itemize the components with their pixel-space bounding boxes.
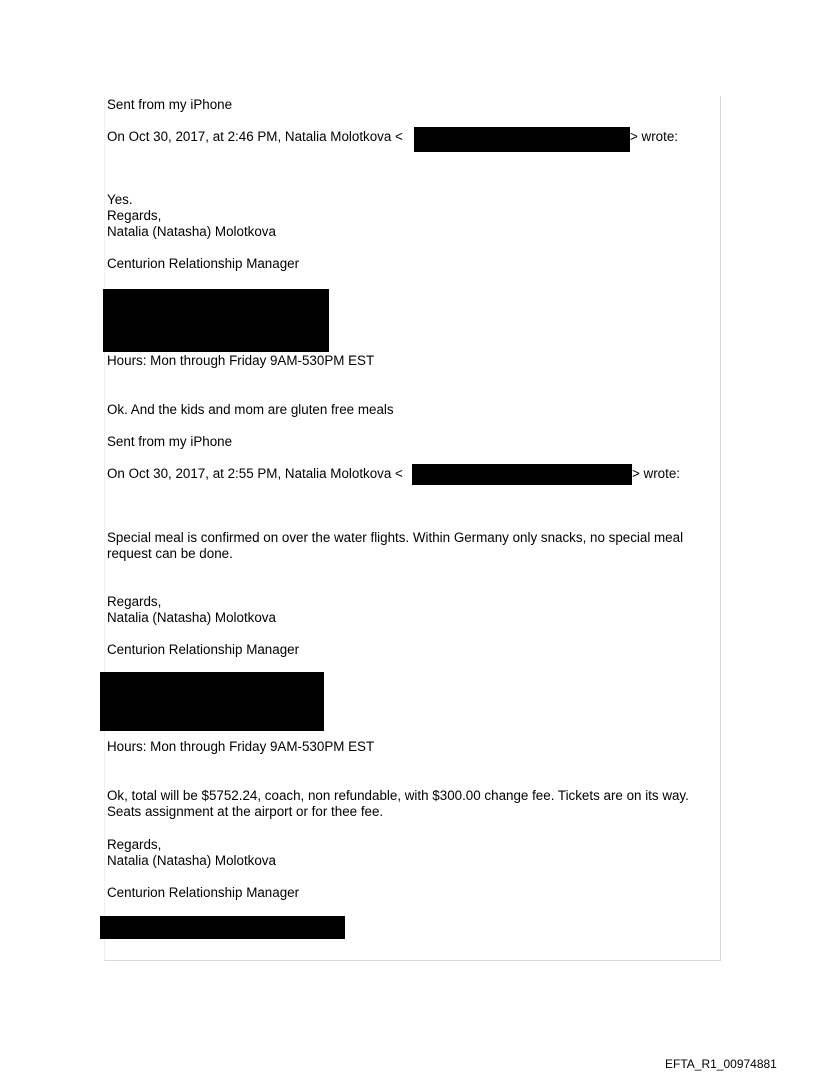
redacted-email-1 bbox=[414, 127, 630, 152]
signature-regards-2: Regards, bbox=[107, 594, 162, 609]
redacted-contact-block-3 bbox=[100, 916, 345, 939]
sent-from-line-2: Sent from my iPhone bbox=[107, 434, 233, 449]
total-message-line-1: Ok, total will be $5752.24, coach, non refundable, with $300.00 change fee. Tickets are on its way. bbox=[107, 788, 689, 803]
special-meal-line-1: Special meal is confirmed on over the water flights. Within Germany only snacks, no special meal bbox=[107, 530, 684, 545]
signature-name-3: Natalia (Natasha) Molotkova bbox=[107, 853, 276, 868]
special-meal-line-2: request can be done. bbox=[107, 546, 233, 561]
reply-yes: Yes. bbox=[107, 192, 133, 207]
total-message-line-2: Seats assignment at the airport or for thee fee. bbox=[107, 804, 384, 819]
redacted-email-2 bbox=[412, 464, 632, 485]
signature-hours-2: Hours: Mon through Friday 9AM-530PM EST bbox=[107, 739, 375, 754]
signature-name-2: Natalia (Natasha) Molotkova bbox=[107, 610, 276, 625]
message-gluten-free: Ok. And the kids and mom are gluten free meals bbox=[107, 402, 394, 417]
quote-header-2-suffix: > wrote: bbox=[632, 466, 681, 481]
signature-title-3: Centurion Relationship Manager bbox=[107, 885, 300, 900]
signature-title: Centurion Relationship Manager bbox=[107, 256, 300, 271]
signature-regards: Regards, bbox=[107, 208, 162, 223]
quote-header-1-prefix: On Oct 30, 2017, at 2:46 PM, Natalia Molotkova < bbox=[107, 129, 403, 144]
sent-from-line: Sent from my iPhone bbox=[107, 97, 233, 112]
quote-header-2-prefix: On Oct 30, 2017, at 2:55 PM, Natalia Molotkova < bbox=[107, 466, 403, 481]
quote-header-1-suffix: > wrote: bbox=[630, 129, 679, 144]
document-id: EFTA_R1_00974881 bbox=[665, 1057, 777, 1071]
signature-regards-3: Regards, bbox=[107, 837, 162, 852]
signature-name: Natalia (Natasha) Molotkova bbox=[107, 224, 276, 239]
redacted-contact-block-2 bbox=[100, 672, 324, 731]
redacted-contact-block-1 bbox=[103, 289, 329, 352]
signature-hours: Hours: Mon through Friday 9AM-530PM EST bbox=[107, 353, 375, 368]
signature-title-2: Centurion Relationship Manager bbox=[107, 642, 300, 657]
